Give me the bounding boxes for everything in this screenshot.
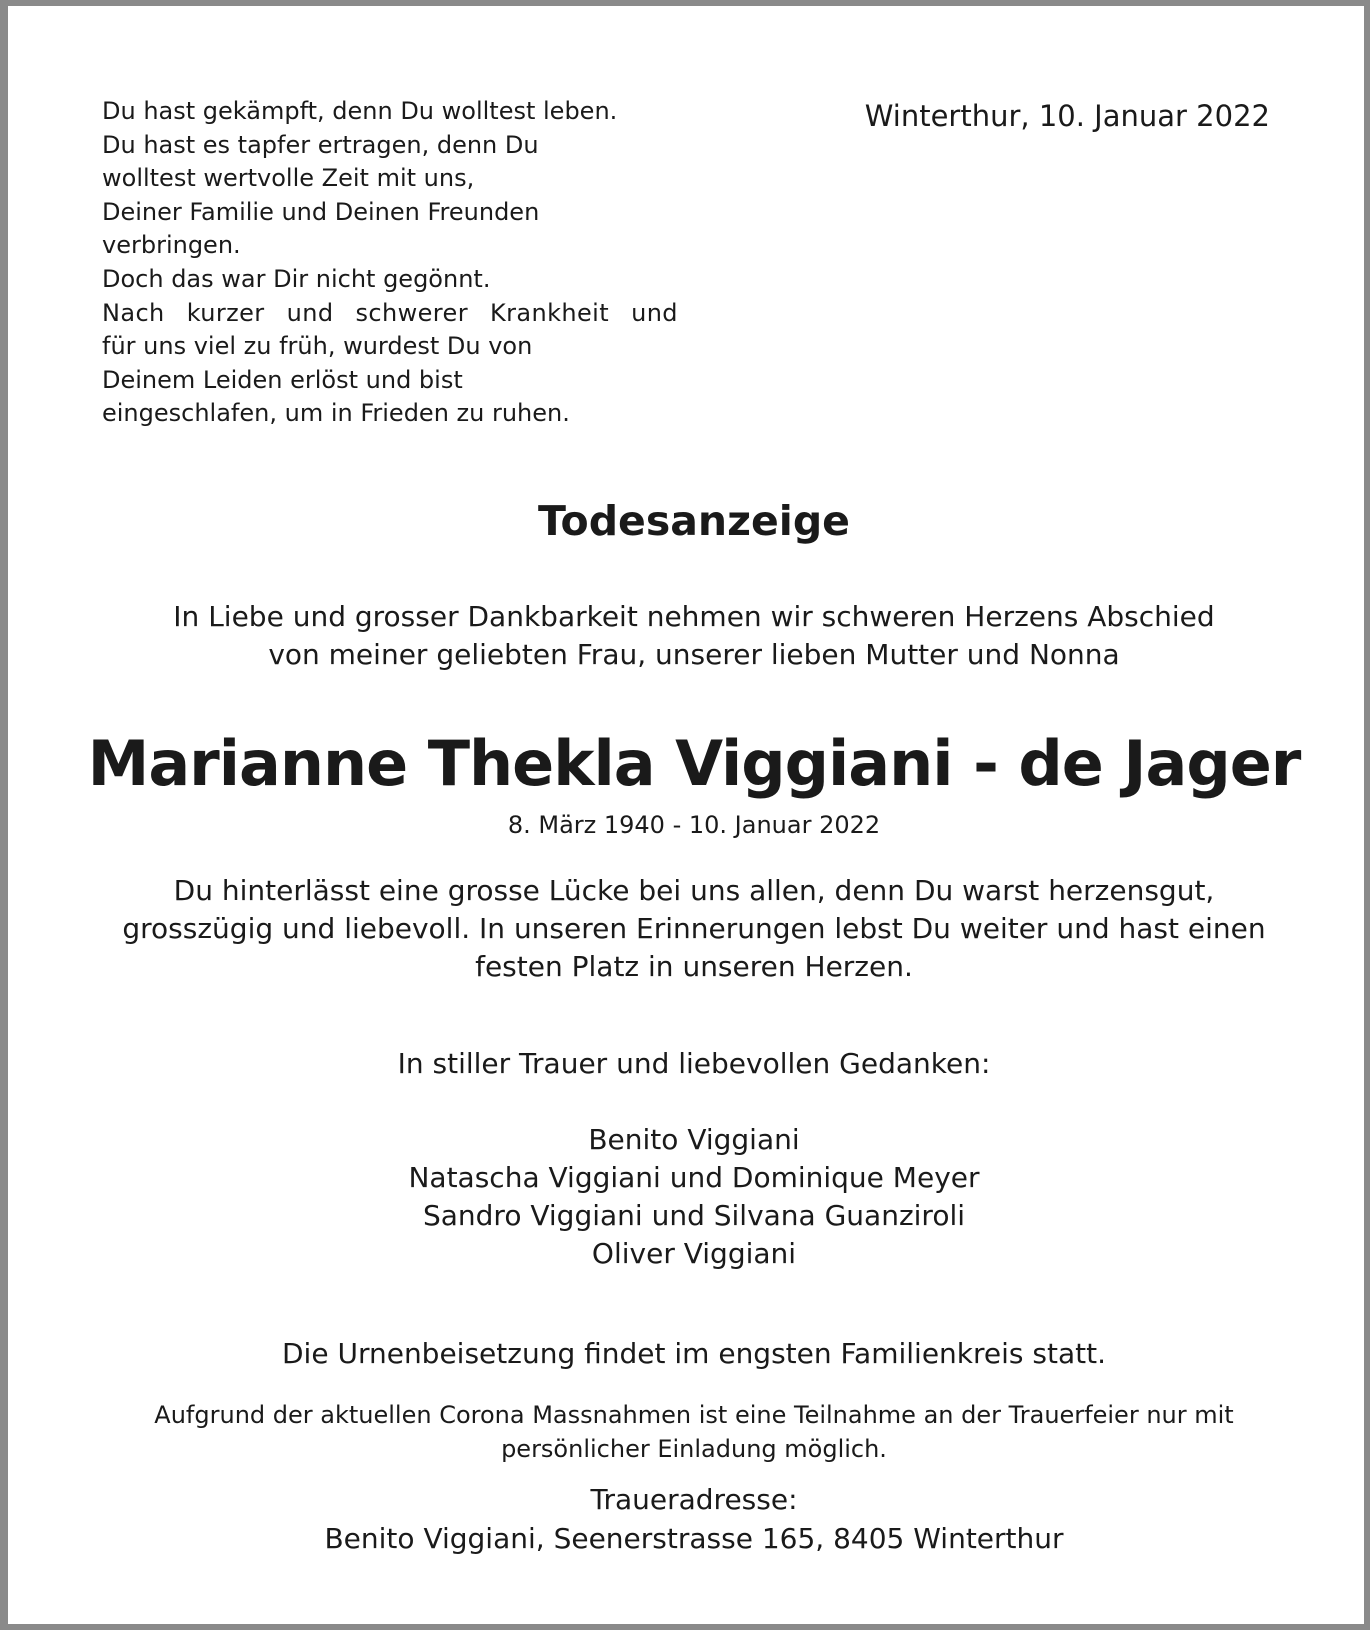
family-member: Natascha Viggiani und Dominique Meyer <box>408 1161 980 1194</box>
poem-line: Nach kurzer und schwerer Krankheit und <box>102 298 678 327</box>
poem-line: Deinem Leiden erlöst und bist <box>102 365 463 394</box>
poem <box>102 95 678 431</box>
tribute-line: Du hinterlässt eine grosse Lücke bei uns allen, denn Du warst herzensgut, <box>173 874 1215 907</box>
intro-text <box>16 598 1370 674</box>
poem-line: für uns viel zu früh, wurdest Du von <box>102 332 533 361</box>
family-member: Oliver Viggiani <box>591 1237 797 1270</box>
address-label: Traueradresse: <box>590 1483 798 1516</box>
mourning-address: Benito Viggiani, Seenerstrasse 165, 8405 Winterthur <box>324 1522 1064 1555</box>
poem-line: Doch das war Dir nicht gegönnt. <box>102 264 491 293</box>
corona-notice-line: persönlicher Einladung möglich. <box>501 1435 887 1463</box>
poem-line: Du hast es tapfer ertragen, denn Du <box>102 130 539 159</box>
mourning-line: In stiller Trauer und liebevollen Gedanken: <box>397 1047 991 1080</box>
place-and-date: Winterthur, 10. Januar 2022 <box>864 99 1270 133</box>
family-member: Sandro Viggiani und Silvana Guanziroli <box>422 1199 966 1232</box>
deceased-name: Marianne Thekla Viggiani - de Jager <box>87 727 1301 800</box>
tribute-line: grosszügig und liebevoll. In unseren Erinnerungen lebst Du weiter und hast einen <box>122 912 1266 945</box>
poem-line: eingeschlafen, um in Frieden zu ruhen. <box>102 399 570 428</box>
intro-line: von meiner geliebten Frau, unserer lieben Mutter und Nonna <box>268 638 1120 671</box>
family-list <box>16 1121 1370 1273</box>
poem-line: wolltest wertvolle Zeit mit uns, <box>102 164 475 193</box>
intro-line: In Liebe und grosser Dankbarkeit nehmen wir schweren Herzens Abschied <box>173 600 1215 633</box>
poem-line: Du hast gekämpft, denn Du wolltest leben. <box>102 97 618 125</box>
poem-line: verbringen. <box>102 231 241 260</box>
family-member: Benito Viggiani <box>588 1123 800 1156</box>
burial-notice: Die Urnenbeisetzung findet im engsten Familienkreis statt. <box>281 1337 1106 1370</box>
tribute-text <box>16 872 1370 986</box>
poem-line: Deiner Familie und Deinen Freunden <box>102 197 540 226</box>
corona-notice <box>16 1398 1370 1466</box>
corona-notice-line: Aufgrund der aktuellen Corona Massnahmen ist eine Teilnahme an der Trauerfeier nur mit <box>154 1401 1234 1429</box>
page-title: Todesanzeige <box>538 497 850 545</box>
tribute-line: festen Platz in unseren Herzen. <box>475 950 913 983</box>
life-dates: 8. März 1940 - 10. Januar 2022 <box>507 811 881 839</box>
